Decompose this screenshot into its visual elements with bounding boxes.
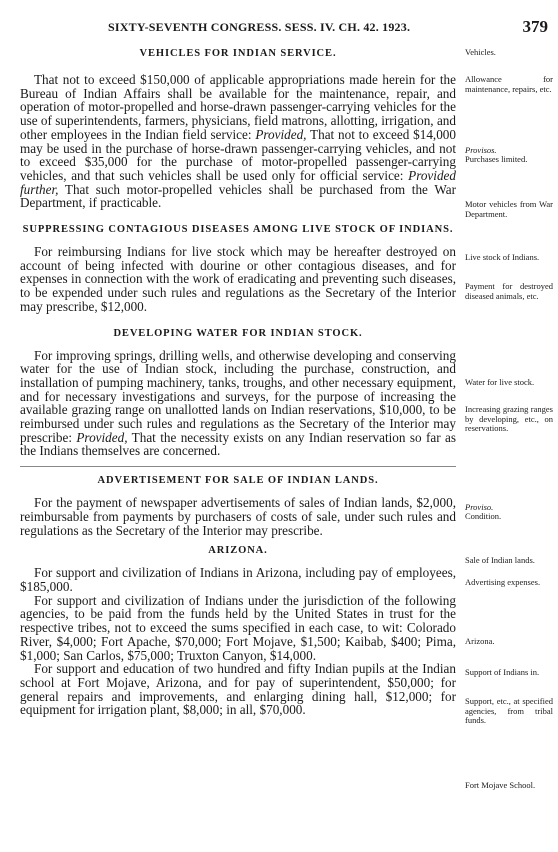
paragraph-water bbox=[20, 349, 456, 459]
main-text-column bbox=[20, 48, 456, 717]
margin-note-increasing-grazing: Increasing grazing ranges by developing, etc., on reservations. bbox=[465, 404, 553, 433]
vehicles-text-after: That such motor-propelled vehicles shall be purchased from the War Department, if practicable. bbox=[20, 181, 456, 211]
vehicles-proviso-2: Provided further, bbox=[20, 167, 456, 197]
margin-note-proviso-label: Proviso. bbox=[465, 502, 494, 512]
margin-note-purchases-limited: Purchases limited. bbox=[465, 154, 528, 164]
paragraph-advertisement: For the payment of newspaper advertisements of sales of Indian lands, $2,000, reimbursable from payments by purchasers of costs of sale, under such rules and regulations as the Secretary of the Interior may prescribe. bbox=[20, 495, 456, 538]
section-heading-arizona: ARIZONA. bbox=[208, 545, 268, 557]
running-head: SIXTY-SEVENTH CONGRESS. SESS. IV. CH. 42. 1923. bbox=[108, 20, 411, 34]
margin-note-support-agencies: Support, etc., at specified agencies, from tribal funds. bbox=[465, 696, 553, 725]
margin-note-advertising: Advertising expenses. bbox=[465, 577, 541, 587]
water-text-after: That the necessity exists on any Indian reservation so far as the Indians themselves are concerned. bbox=[20, 429, 456, 459]
water-proviso: Provided, bbox=[76, 429, 128, 445]
margin-note-live-stock: Live stock of Indians. bbox=[465, 252, 540, 262]
margin-note-payment-destroyed: Payment for destroyed diseased animals, etc. bbox=[465, 281, 553, 301]
margin-note-arizona: Arizona. bbox=[465, 636, 495, 646]
paragraph-arizona-2: For support and civilization of Indians under the jurisdiction of the following agencies, to be paid from the funds held by the United States in trust for the respective tribes, not to exceed the sums specified in each case, to wit: Colorado River, $4,000; Fort Apache, $70,000; Fort Mojave, $1,500; Kaibab, $400; Pima, $1,000; San Carlos, $75,000; Truxton Canyon, $14,000. bbox=[20, 592, 456, 663]
margin-note-vehicles: Vehicles. bbox=[465, 47, 496, 57]
margin-note-water-stock: Water for live stock. bbox=[465, 377, 535, 387]
section-heading-livestock: SUPPRESSING CONTAGIOUS DISEASES AMONG LIVE STOCK OF INDIANS. bbox=[22, 224, 454, 236]
margin-note-provisos-label: Provisos. bbox=[465, 145, 497, 155]
water-text-before: For improving springs, drilling wells, and otherwise developing and conserving water for the use of Indian stock, including the purchase, construction, and installation of pumping machinery, tanks, troughs, and other necessary equipment, and for necessary investigations and surveys, for the purpose of increasing the available grazing range on unallotted lands on Indian reservations, $10,000, to be reimbursed under such rules and regulations as the Secretary of the Interior may prescribe: bbox=[20, 347, 456, 445]
vehicles-proviso-1: Provided, bbox=[255, 126, 307, 142]
paragraph-livestock: For reimbursing Indians for live stock which may be hereafter destroyed on account of being infected with dourine or other contagious diseases, and for expenses in connection with the work of eradicating and preventing such diseases, to be expended under such rules and regulations as the Secretary of the Interior may prescribe, $12,000. bbox=[20, 244, 456, 314]
section-heading-vehicles: VEHICLES FOR INDIAN SERVICE. bbox=[139, 48, 337, 59]
vehicles-text-before: That not to exceed $150,000 of applicable appropriations made herein for the Bureau of Indian Affairs shall be available for the maintenance, repair, and operation of motor-propelled and horse-drawn passenger-carrying vehicles for the use of superintendents, farmers, physicians, field matrons, allotting, irrigation, and other employees in the Indian field service: bbox=[20, 72, 456, 142]
margin-note-sale-lands: Sale of Indian lands. bbox=[465, 555, 535, 565]
margin-note-condition: Condition. bbox=[465, 511, 502, 521]
paragraph-vehicles bbox=[20, 73, 456, 210]
vehicles-text-middle: That not to exceed $14,000 may be used in the purchase of horse-drawn passenger-carrying vehicles, and not to exceed $35,000 for the purchase of motor-propelled passenger-carrying vehicles, and that such vehicles shall be used only for official service: bbox=[20, 126, 456, 183]
margin-notes bbox=[465, 0, 553, 852]
paragraph-arizona-1: For support and civilization of Indians in Arizona, including pay of employees, $185,000. bbox=[20, 565, 456, 594]
margin-note-motor-vehicles: Motor vehicles from War Department. bbox=[465, 199, 553, 219]
margin-note-fort-mojave: Fort Mojave School. bbox=[465, 780, 536, 790]
margin-note-allowance: Allowance for maintenance, repairs, etc. bbox=[465, 74, 553, 94]
paragraph-arizona-3: For support and education of two hundred and fifty Indian pupils at the Indian school at Fort Mojave, Arizona, and for pay of superintendent, $50,000; for general repairs and improvements, and enlarging dining hall, $12,000; for equipment for irrigation plant, $8,000; in all, $70,000. bbox=[20, 661, 456, 718]
margin-note-support-indians: Support of Indians in. bbox=[465, 667, 540, 677]
page-number: 379 bbox=[522, 17, 548, 36]
section-heading-advertisement: ADVERTISEMENT FOR SALE OF INDIAN LANDS. bbox=[97, 475, 379, 487]
section-heading-water: DEVELOPING WATER FOR INDIAN STOCK. bbox=[113, 327, 363, 339]
